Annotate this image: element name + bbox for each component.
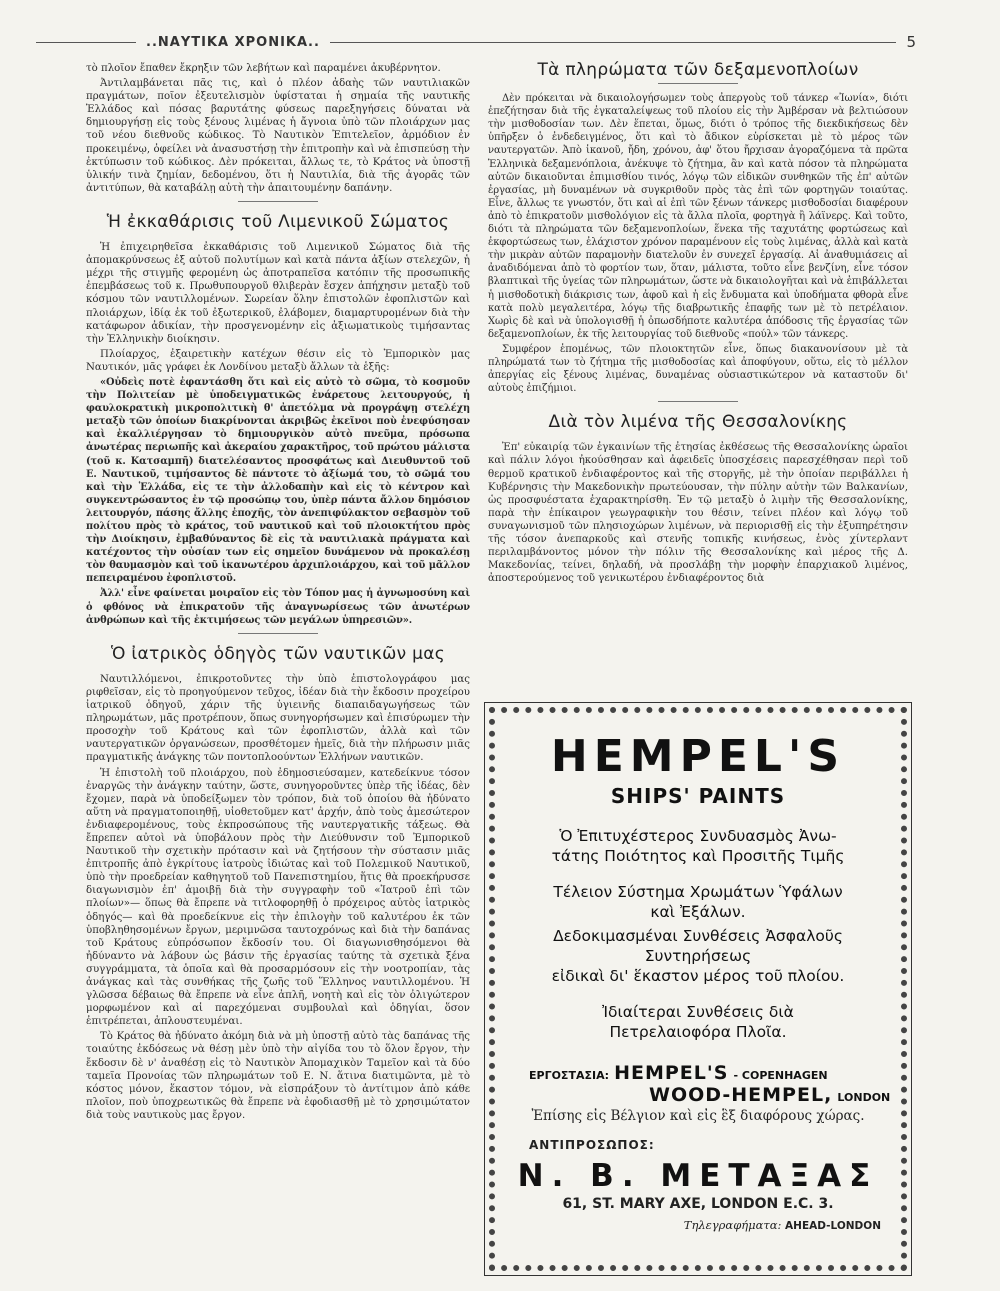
paragraph: Δὲν πρόκειται νὰ δικαιολογήσωμεν τοὺς ἀπεργοὺς τοῦ τάνκερ «Ἰωνία», διότι ἐπεζήτησαν διὰ τῆς ἐγκαταλείψεως τοῦ πλοίου εἰς τὴν Ἀμβέρσαν νὰ βελτιώσουν τὴν μισθοδοσίαν των. Δὲν ἕπεται, ὅμως, διότι ὁ τρόπος τῆς διεκδικήσεως δὲν ὑπῆρξεν ὁ ἐνδεδειγμένος, ὅτι καὶ τὸ ἄδικον εὑρίσκεται μὲ τὸ μέρος τῶν ναυτεργατῶν. Ἀπὸ ἱκανοῦ, ἤδη, χρόνου, ἀφ' ὅτου ἤρχισαν ἀγοραζόμενα τὰ πρῶτα Ἑλληνικὰ δεξαμενόπλοια, ἀνέκυψε τὸ ζήτημα, ἂν καὶ κατὰ πόσον τὰ πληρώματα αὐτῶν δικαιοῦνται ἐπιμισθίου τινός, λόγῳ τῶν εἰδικῶν συνθηκῶν τῆς ἐπ' αὐτῶν ἐργασίας, μὴ δυναμένων νὰ συγκριθοῦν πρὸς τὰς ἐπὶ τῶν φορτηγῶν τοιαύτας. Εἶνε, ἄλλως τε γνωστόν, ὅτι καὶ αἱ ἐπὶ τῶν ξένων τάνκερς μισθοδοσίαι διαφέρουν ἀπὸ τὸ ἐπικρατοῦν μισθολόγιον εἰς τὰ ἄλλα πλοῖα, φορτηγὰ ἢ λάϊνερς. Καὶ τοῦτο, διότι τὰ πληρώματα τῶν δεξαμενοπλοίων, ἕνεκα τῆς ταχυτάτης φορτώσεως καὶ ἐκφορτώσεως των, ἐλάχιστον χρόνον παραμένουν εἰς τοὺς λιμένας, ἀλλὰ καὶ κατὰ τὴν μικρὰν αὐτῶν παραμονὴν διατελοῦν ἐν συνεχεῖ ἐργασίᾳ. Αἱ ἀναθυμιάσεις αἱ ἀναδιδόμεναι ἀπὸ τὸ φορτίον των, ὅταν, μάλιστα, τοῦτο εἶνε βενζίνη, εἶνε τόσον βλαπτικαὶ τῆς ὑγείας τῶν πληρωμάτων, ὥστε νὰ δικαιολογῆται καὶ νὰ ἐπιβάλλεται ἡ μισθοδοτικὴ διάκρισις των, ἀφοῦ καὶ ἡ εἰς ἔνδυματα καὶ ὑποδήματα φθορὰ εἶνε κατὰ πολὺ μεγαλειτέρα, λόγῳ τῆς διαβρωτικῆς ἐπαφῆς των μὲ τὸ πετρέλαιον. Χωρὶς δὲ καὶ νὰ ὑπολογισθῇ ἡ ὀπωσδήποτε καλυτέρα ἀπόδοσις τῆς ἐργασίας τῶν δεξαμενοπλοίων, ἐκ τῆς λειτουργίας τοῦ διεθνοῦς «πούλ» τῶν τάνκερς. — [488, 93, 908, 340]
factory-location: LONDON — [837, 1091, 891, 1104]
ad-claim — [503, 926, 893, 986]
quoted-letter: «Οὐδεὶς ποτὲ ἐφαντάσθη ὅτι καὶ εἰς αὐτὸ τὸ σῶμα, τὸ κοσμοῦν τὴν Πολιτείαν μὲ ὑποδειγματικῶς ἐνάρετους λειτουργούς, ἡ φαυλοκρατικὴ μικροπολιτικὴ θ' ἀπετόλμα νὰ προγράψῃ στελέχη μεταξὺ τῶν ὁποίων διακρίνονται ἀκριβῶς ἐκεῖνοι ποὺ ἐνεφύσησαν καὶ ἐκαλλιέργησαν τὸ δημιουργικὸν αὐτὸ πνεῦμα, πρόσωπα ἀνωτέρας περιωπῆς καὶ ἀκεραίου χαρακτῆρος, τοῦ πρώτου μάλιστα (τοῦ κ. Κατσαμπῆ) διατελέσαντος προσφάτως καὶ Διευθυντοῦ τοῦ Ε. Ναυτικοῦ, τιμήσαντος δὲ πάντοτε τὸ ἀξίωμά του, τὸ σῶμά του καὶ τὴν Ἑλλάδα, εἰς τε τὴν ἀλλοδαπὴν καὶ εἰς τὸ κέντρον καὶ συγκεντρώσαντος ἐν τῷ προσώπῳ του, ὑπὲρ πάντα ἄλλον δημόσιον λειτουργόν, πάσης ἄλλης ἐποχῆς, τὸν ἀνεπιφύλακτον σεβασμὸν τοῦ πολίτου πρὸς τὸ κράτος, τοῦ ναυτικοῦ καὶ τοῦ πλοιοκτήτου πρὸς τὴν Διοίκησιν, ἐμβαθύναντος δὲ εἰς τὰ ναυτιλιακὰ πράγματα καὶ κατέχοντος τὴν οὐσίαν των εἰς σημεῖον δυνάμενον νὰ προκαλέσῃ τὸν θαυμασμὸν καὶ τοῦ ἱκανωτέρου ἀρχιπλοιάρχου, καὶ τοῦ μᾶλλον πεπειραμένου ἐφοπλιστοῦ. — [86, 376, 470, 585]
page-header — [36, 30, 916, 54]
representative-label: ΑΝΤΙΠΡΟΣΩΠΟΣ: — [529, 1138, 655, 1152]
factory-name: HEMPEL'S — [614, 1062, 729, 1084]
article-title: Ὁ ἰατρικὸς ὁδηγὸς τῶν ναυτικῶν μας — [110, 643, 446, 664]
hempels-advertisement — [484, 702, 912, 1276]
header-rule — [330, 42, 897, 43]
ad-claim — [503, 882, 893, 922]
ad-factories — [503, 1062, 893, 1106]
ad-claim — [503, 826, 893, 866]
telegram-label: Τηλεγραφήματα: — [683, 1218, 782, 1232]
page-number: 5 — [906, 33, 916, 51]
paragraph: Ἡ ἐπιχειρηθεῖσα ἐκκαθάρισις τοῦ Λιμενικοῦ Σώματος διὰ τῆς ἀπομακρύνσεως ἐξ αὐτοῦ πολυτίμων καὶ κατὰ πάντα ἀξίων στελεχῶν, ἡ μέχρι τῆς στιγμῆς φερομένη ὡς ἀποτραπεῖσα κατόπιν τῆς προσωπικῆς ἐπεμβάσεως τοῦ κ. Πρωθυπουργοῦ θλιβερὰν ἔσχεν ἀπήχησιν μεταξὺ τοῦ κόσμου τῶν ναυτιλλομένων. Σωρείαν ὅλην ἐπιστολῶν ἐφοπλιστῶν καὶ πλοιάρχων, ἰδίᾳ ἐκ τοῦ ἐξωτερικοῦ, ἐλάβομεν, διαμαρτυρομένων διὰ τὴν κατάφωρον ἀδικίαν, τὴν προσγενομένην εἰς ἀξιωματικοὺς τιμήσαντας τὴν Ἑλληνικὴν διοίκησιν. — [86, 242, 470, 345]
section-divider — [238, 201, 318, 202]
ad-text-line: Ἰδιαίτεραι Συνθέσεις διὰ — [602, 1003, 794, 1021]
ad-brand: HEMPEL'S — [550, 731, 846, 782]
paragraph: Τὸ Κράτος θὰ ἠδύνατο ἀκόμη διὰ νὰ μὴ ὑποστῇ αὐτὸ τὰς δαπάνας τῆς τοιαύτης ἐκδόσεως νὰ θέσῃ μὲν ὑπὸ τὴν αἰγίδα του τὸ ὅλον ἔργον, τὴν ἔκδοσιν δὲ ν' ἀναθέσῃ εἰς τὸ Ναυτικὸν Ἀπομαχικὸν Ταμεῖον καὶ τὰ δύο ταμεῖα Προνοίας τῶν πληρωμάτων τοῦ Ε. Ν. ἅτινα διατιμῶντα, μὲ τὸ κόστος μόνον, ἕκαστον τόμον, νὰ εἰσπράξουν τὸ ἀντίτιμον ἀπὸ κάθε πλοῖον, ποὺ ὑποχρεωτικῶς θὰ ἔπρεπε νὰ ἐφοδιασθῇ μὲ τὸ χρησιμώτατον διὰ τοὺς ναυτικοὺς μας ἔργον. — [86, 1031, 470, 1121]
factory-location: - COPENHAGEN — [733, 1069, 828, 1082]
article-title: Διὰ τὸν λιμένα τῆς Θεσσαλονίκης — [548, 412, 848, 433]
ad-tagline: SHIPS' PAINTS — [610, 784, 786, 808]
telegram-value: AHEAD-LONDON — [785, 1220, 881, 1232]
ad-text-line: Δεδοκιμασμέναι Συνθέσεις Ἀσφαλοῦς — [553, 927, 843, 945]
article-title: Τὰ πληρώματα τῶν δεξαμενοπλοίων — [537, 60, 859, 80]
paragraph: Συμφέρον ἑπομένως, τῶν πλοιοκτητῶν εἶνε, ὅπως διακανονίσουν μὲ τὰ πληρώματά των τὸ ζήτημα τῆς μισθοδοσίας καὶ ἀποφύγουν, οὕτω, εἰς τὸ μέλλον ἀπεργίας εἰς ξένους λιμένας, δυναμένας οὐσιαστικώτερον νὰ καταστοῦν δι' αὐτοὺς ἐπιζήμιοι. — [488, 343, 908, 395]
paragraph: Ναυτιλλόμενοι, ἐπικροτοῦντες τὴν ὑπὸ ἐπιστολογράφου μας ριφθεῖσαν, εἰς τὸ προηγούμενον τεῦχος, ἰδέαν διὰ τὴν ἔκδοσιν προχείρου ἰατρικοῦ ὁδηγοῦ, χάριν τῆς ὑγιεινῆς διαπαιδαγωγήσεως τῶν πληρωμάτων, μᾶς προτρέπουν, ὅπως συνηγορήσωμεν καὶ ἐπισύρωμεν τὴν προσοχὴν τοῦ Κράτους καὶ τῶν ἐφοπλιστῶν, ἀλλὰ καὶ τῶν ναυτεργατικῶν ὀργανώσεων, προσθέτομεν ἡμεῖς, διὰ τὴν πλήρωσιν μιᾶς πραγματικῆς ἀνάγκης τῶν ποντοπλοούντων Ἑλλήνων ναυτικῶν. — [86, 673, 470, 764]
representative-name: Ν. Β. ΜΕΤΑΞΑΣ — [517, 1158, 879, 1194]
ad-text-line: Πετρελαιοφόρα Πλοῖα. — [609, 1023, 787, 1041]
ad-text-line: τάτης Ποιότητος καὶ Προσιτῆς Τιμῆς — [551, 847, 845, 865]
telegram-address — [503, 1218, 893, 1232]
ad-text-line: εἰδικαὶ δι' ἕκαστον μέρος τοῦ πλοίου. — [551, 967, 845, 985]
ad-text-line: καὶ Ἐξάλων. — [650, 903, 746, 921]
article-title: Ἡ ἐκκαθάρισις τοῦ Λιμενικοῦ Σώματος — [106, 211, 450, 232]
paragraph: τὸ πλοῖον ἔπαθεν ἔκρηξιν τῶν λεβήτων καὶ παραμένει ἀκυβέρνητον. — [86, 63, 441, 74]
representative-address: 61, ST. MARY AXE, LONDON E.C. 3. — [562, 1196, 834, 1212]
ad-text-line: Τέλειον Σύστημα Χρωμάτων Ὑφάλων — [553, 883, 843, 901]
ad-also-note: Ἐπίσης εἰς Βέλγιον καὶ εἰς ἓξ διαφόρους χώρας. — [531, 1108, 865, 1124]
right-column — [488, 62, 908, 587]
factory-name: WOOD-HEMPEL, — [649, 1084, 833, 1106]
section-divider — [658, 401, 738, 402]
paragraph: Ἀντιλαμβάνεται πᾶς τις, καὶ ὁ πλέον ἀδαὴς τῶν ναυτιλιακῶν πραγμάτων, ποῖον ἐξευτελισμὸν ὑφίσταται ἡ σημαία τῆς ναυτικῆς Ἑλλάδος καὶ πόσας βαρυτάτης φύσεως παρεξηγήσεις δύναται νὰ δημιουργήσῃ εἰς τοὺς ξένους λιμένας ἡ ἄγνοια ὑπὸ τῶν πλοιάρχων μας τοῦ νέου διεθνοῦς κώδικος. Τὸ Ναυτικὸν Ἐπιτελεῖον, ἁρμόδιον ἐν προκειμένῳ, ὀφείλει νὰ ἀνασυστήσῃ τὴν ἐπιτροπὴν καὶ νὰ ἐπισπεύσῃ τὴν ἐκτύπωσιν τοῦ κώδικος. Δὲν πρόκειται, ἄλλως τε, τὸ Κράτος νὰ ὑποστῇ ὑλικήν τινὰ ζημίαν, δεδομένου, ὅτι ἡ Ναυτιλία, διὰ τῆς ἀγορᾶς τῶν ἀντιτύπων, θὰ καταβάλῃ αὐτὴ τὴν ἀπαιτουμένην δαπάνην. — [86, 78, 470, 194]
section-divider — [238, 633, 318, 634]
quoted-letter: Ἀλλ' εἶνε φαίνεται μοιραῖον εἰς τὸν Τόπον μας ἡ ἀγνωμοσύνη καὶ ὁ φθόνος νὰ ἐπικρατοῦν τῆς ἀναγνωρίσεως τῶν ἀνωτέρων ἀνθρώπων καὶ τῆς ἐκτιμήσεως τῶν μεγάλων ὑπηρεσιῶν». — [86, 588, 470, 626]
ad-text-line: Συντηρήσεως — [644, 947, 752, 965]
paragraph: Ἡ ἐπιστολὴ τοῦ πλοιάρχου, ποὺ ἐδημοσιεύσαμεν, κατεδείκνυε τόσον ἐναργῶς τὴν ἀνάγκην ταύτην, ὥστε, συνηγοροῦντες ὑπὲρ τῆς ἰδέας, δὲν ἔχομεν, παρὰ νὰ ὑποδείξωμεν τὸν τρόπον, διὰ τοῦ ὁποίου θὰ ἠδύνατο αὕτη νὰ πραγματοποιηθῇ, υἱοθετοῦμεν κατ' ἀρχήν, ἀπὸ τοὺς ἀμεσώτερον ἐνδιαφερομένους, τοὺς ἐκπροσώπους τῆς ναυτεργατικῆς τάξεως. Θὰ ἔπρεπεν αὐτοὶ νὰ ὑποβάλουν πρὸς τὴν Διεύθυνσιν τοῦ Ἐμπορικοῦ Ναυτικοῦ τὴν σχετικὴν πρότασιν καὶ νὰ ζητήσουν τὴν σύστασιν μιᾶς ἐπιτροπῆς ἀπὸ ἐγκρίτους ἰατροὺς ἰδιώτας καὶ τοῦ Πολεμικοῦ Ναυτικοῦ, ὑπὸ τὴν προεδρείαν καθηγητοῦ τοῦ Πανεπιστημίου, ἥτις θὰ προεκήρυσσε διαγωνισμὸν ἐπ' ἀμοιβῇ διὰ τὴν συγγραφὴν τοῦ «Ἰατροῦ ἐπὶ τῶν πλοίων»— ὅπως θὰ ἔπρεπε νὰ τιτλοφορηθῇ ὁ πρόχειρος αὐτὸς ἰατρικὸς ὁδηγός— καὶ θὰ προεδείκνυε εἰς τὴν ἐπιλογὴν τοῦ καλυτέρου ἐκ τῶν ὑποβληθησομένων ἔργων, μεριμνῶσα ταυτοχρόνως καὶ διὰ τὴν δαπάνας τοῦ Κράτους εὐπρόσωπον ἔκδοσίν του. Οἱ διαγωνισθησόμενοι θὰ ἠδύναντο νὰ λάβουν ὡς βάσιν τῆς ἐργασίας ταύτης τὰ σχετικὰ ξένα συγγράμματα, τὰ ὁποῖα καὶ θὰ προσαρμόσουν εἰς τὴν νοοτροπίαν, τὰς ἀνάγκας καὶ τὰς συνθήκας τῆς ζωῆς τοῦ Ἕλληνος ναυτιλλομένου. Ἡ γλῶσσα δέβαιως θὰ ἔπρεπε νὰ εἶνε ἁπλῆ, νοητὴ καὶ εἰς τὸν ὀλιγώτερον μορφωμένον καὶ αἱ παρεχόμεναι συμβουλαὶ καὶ ὁδηγίαι, ὅσον ἐπιτρέπεται, ἁπλουστευμέναι. — [86, 767, 470, 1028]
paragraph: Πλοίαρχος, ἐξαιρετικὴν κατέχων θέσιν εἰς τὸ Ἐμπορικὸν μας Ναυτικόν, μᾶς γράφει ἐκ Λονδίνου μεταξὺ ἄλλων τὰ ἑξῆς: — [86, 348, 470, 373]
ad-claim — [503, 1002, 893, 1042]
section-divider — [658, 83, 738, 84]
factories-label: ΕΡΓΟΣΤΑΣΙΑ: — [529, 1069, 609, 1082]
paragraph: Ἐπ' εὐκαιρίᾳ τῶν ἐγκαινίων τῆς ἐτησίας ἐκθέσεως τῆς Θεσσαλονίκης ὡραῖοι καὶ πάλιν λόγοι ἠκούσθησαν καὶ ἀφειδεῖς ὑποσχέσεις παρεσχέθησαν περὶ τοῦ θερμοῦ κρατικοῦ ἐνδιαφέροντος καὶ τῆς στοργῆς, μὲ τὴν ὁποίαν περιβάλλει ἡ Κυβέρνησις τὴν Μακεδονικὴν πρωτεύουσαν, τὴν πύλην αὐτὴν τῶν Βαλκανίων, ὡς προσφυέστατα ἐχαρακτηρίσθη. Ἐν τῷ μεταξὺ ὁ λιμὴν τῆς Θεσσαλονίκης, παρὰ τὴν ἐπίκαιρον γεωγραφικὴν του θέσιν, τείνει πλέον καὶ λόγῳ τοῦ συναγωνισμοῦ τῶν πλησιοχώρων λιμένων, νὰ περιορισθῇ εἰς τὴν ἐξυπηρέτησιν τῆς τόσον ἀνεπαρκοῦς καὶ στενῆς τοπικῆς κινήσεως, ἑνὸς χίντερλαντ περιλαμβάνοντος μόνον τὴν πόλιν τῆς Θεσσαλονίκης καὶ μέρος τῆς Δ. Μακεδονίας, τείνει, δηλαδή, νὰ προσλάβῃ τὴν μορφὴν ἐπαρχιακοῦ λιμένος, ἀποστερούμενος τοῦ γενικωτέρου ἐνδιαφέροντος διὰ — [488, 442, 908, 585]
left-column — [86, 62, 470, 1124]
header-rule — [36, 42, 136, 43]
masthead-title: ..ΝΑΥΤΙΚΑ ΧΡΟΝΙΚΑ.. — [146, 34, 320, 50]
ad-border — [489, 707, 907, 1271]
ad-text-line: Ὁ Ἐπιτυχέστερος Συνδυασμὸς Ἀνω- — [559, 827, 837, 845]
